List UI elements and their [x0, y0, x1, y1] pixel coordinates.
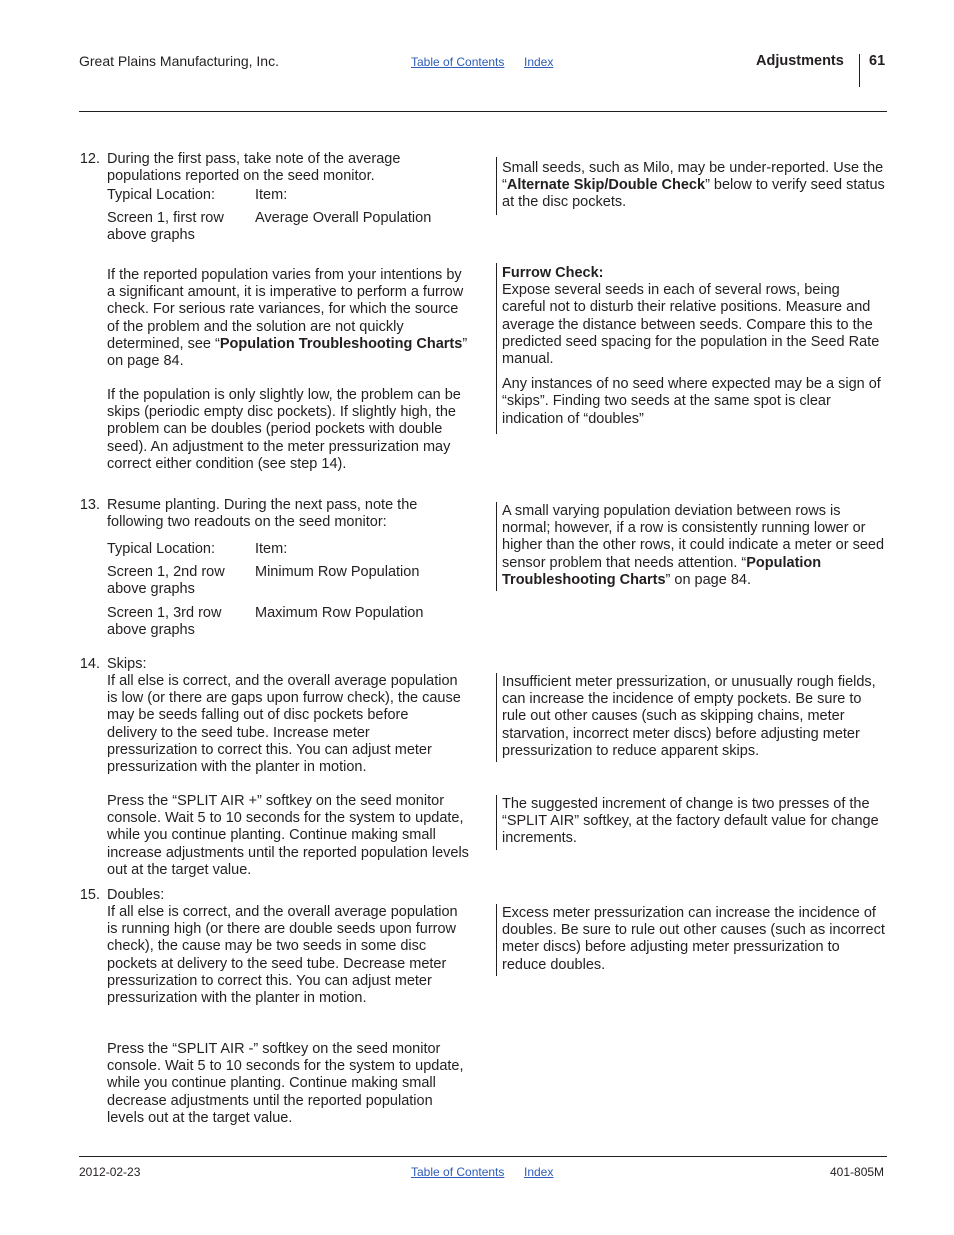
- company-name: Great Plains Manufacturing, Inc.: [79, 53, 279, 69]
- footer-toc-link[interactable]: Table of Contents: [411, 1165, 505, 1179]
- population-charts-ref: Population Troubleshooting Charts: [219, 335, 463, 352]
- page-number: 61: [869, 53, 886, 69]
- section-title: Adjustments: [756, 53, 844, 69]
- step-13-intro: Resume planting. During the next pass, note the following two readouts on the seed monitor:: [107, 497, 418, 531]
- furrow-check-title: Furrow Check:: [502, 265, 604, 281]
- step-12-paragraph-1: If the reported population varies from your intentions by a significant amount, it is imperative to perform a furrow check. For serious rate variances, for which the source of the problem and the solution are not quickly determined, see “Population Troubleshooting Charts” on page 84.: [107, 267, 468, 370]
- note-increment: [496, 795, 887, 850]
- step-15-number: 15.: [79, 887, 100, 903]
- note-increment-text: The suggested increment of change is two presses of the “SPLIT AIR” softkey, at the factory default value for change increments.: [502, 796, 879, 847]
- note-insufficient-pressure-text: Insufficient meter pressurization, or unusually rough fields, can increase the incidence of empty pockets. Be sure to rule out other causes (such as skipping chains, meter starvation, incorrect meter discs) before adjusting meter pressurization to reduce apparent skips.: [502, 674, 876, 759]
- alternate-check-ref: Alternate Skip/Double Check: [506, 177, 706, 194]
- step-13-row1-item: Minimum Row Population: [255, 564, 420, 580]
- header-divider: [859, 54, 860, 87]
- note-furrow-check: [496, 263, 887, 434]
- population-charts-ref-2: Population Troubleshooting Charts: [502, 554, 822, 588]
- step-13-row1-location: Screen 1, 2nd row above graphs: [107, 564, 225, 598]
- note-small-seeds-text: Small seeds, such as Milo, may be under-reported. Use the “Alternate Skip/Double Check” below to verify seed status at the disc pockets.: [502, 160, 885, 211]
- step-13-location-header: Typical Location:: [107, 541, 216, 557]
- step-12-row1-item: Average Overall Population: [255, 210, 432, 226]
- header-toc-link[interactable]: Table of Contents: [411, 55, 505, 69]
- note-insufficient-pressure: [496, 673, 887, 762]
- step-12-location-header: Typical Location:: [107, 187, 216, 203]
- note-population-deviation: [496, 502, 887, 591]
- step-12-item-header: Item:: [255, 187, 288, 203]
- step-13-row2-location: Screen 1, 3rd row above graphs: [107, 605, 222, 639]
- note-population-deviation-text: A small varying population deviation between rows is normal; however, if a row is consistently running lower or higher than the other rows, it could indicate a meter or seed sensor problem that needs attention. “Population Troubleshooting Charts” on page 84.: [502, 503, 885, 588]
- step-13-row2-item: Maximum Row Population: [255, 605, 424, 621]
- step-14-number: 14.: [79, 656, 100, 672]
- step-14-title: Skips:: [107, 656, 147, 672]
- step-15-paragraph-1: If all else is correct, and the overall average population is running high (or there are double seeds upon furrow check), the cause may be two seeds in some disc pockets at delivery to the seed tube. Decrease meter pressurization to correct this. You can adjust meter pressurization with the planter in motion.: [107, 904, 458, 1007]
- step-15-paragraph-2: Press the “SPLIT AIR -” softkey on the seed monitor console. Wait 5 to 10 seconds for the system to update, while you continue planting. Continue making small decrease adjustments until the reported population levels out at the target value.: [107, 1041, 464, 1126]
- step-12-number: 12.: [79, 151, 100, 167]
- header-rule: [79, 111, 887, 112]
- step-12-paragraph-2: If the population is only slightly low, the problem can be skips (periodic empty disc pockets). If slightly high, the problem can be doubles (period pockets with double seed). An adjustment to the meter pressurization may correct either condition (see step 14).: [107, 387, 461, 472]
- step-12-intro: During the first pass, take note of the average populations reported on the seed monitor.: [107, 151, 401, 185]
- note-excess-pressure-text: Excess meter pressurization can increase the incidence of doubles. Be sure to rule out other causes (such as incorrect meter discs) before adjusting meter pressurization to reduce doubles.: [502, 905, 885, 973]
- step-13-item-header: Item:: [255, 541, 288, 557]
- step-13-number: 13.: [79, 497, 100, 513]
- header-index-link[interactable]: Index: [524, 55, 554, 69]
- step-12-row1-location: Screen 1, first row above graphs: [107, 210, 224, 244]
- step-14-paragraph-1: If all else is correct, and the overall average population is low (or there are gaps upon furrow check), the cause may be seeds falling out of disc pockets before delivery to the seed tube. Increase meter pressurization to correct this. You can adjust meter pressurization with the planter in motion.: [107, 673, 461, 776]
- footer-index-link[interactable]: Index: [524, 1165, 554, 1179]
- note-excess-pressure: [496, 904, 887, 976]
- furrow-check-text: Expose several seeds in each of several rows, being careful not to disturb their relative positions. Measure and average the distance between seeds. Compare this to the predicted seed spacing for the population in the Seed Rate manual.: [502, 282, 880, 368]
- footer-doc-number: 401-805M: [830, 1165, 885, 1179]
- footer-rule: [79, 1156, 887, 1157]
- note-small-seeds: [496, 157, 887, 215]
- footer-date: 2012-02-23: [79, 1165, 141, 1179]
- furrow-check-skips-text: Any instances of no seed where expected may be a sign of “skips”. Finding two seeds at the same spot is clear indication of “doubles”: [502, 376, 881, 427]
- step-14-paragraph-2: Press the “SPLIT AIR +” softkey on the seed monitor console. Wait 5 to 10 seconds for the system to update, while you continue planting. Continue making small increase adjustments until the reported population levels out at the target value.: [107, 793, 469, 878]
- step-15-title: Doubles:: [107, 887, 165, 903]
